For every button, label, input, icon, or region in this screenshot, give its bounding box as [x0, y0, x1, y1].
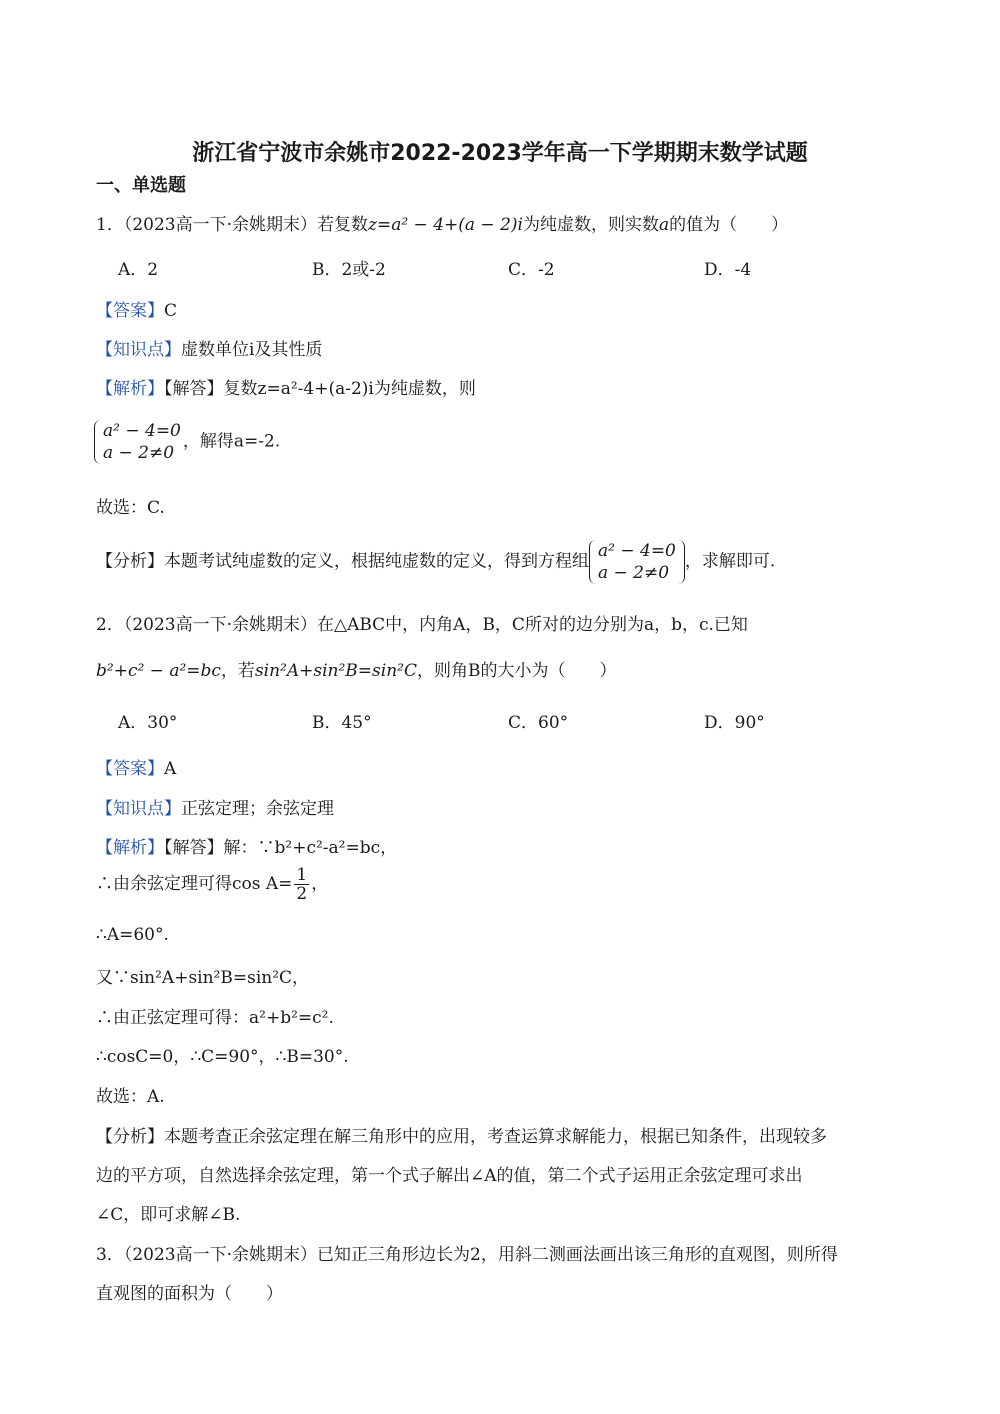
solution-tag: 【解析】 [96, 838, 164, 858]
section-heading: 一、单选题 [96, 175, 186, 196]
q1-option-c: C．-2 [508, 260, 555, 280]
q1-stem-text-a: 若复数 [317, 215, 368, 235]
equation-system [589, 540, 685, 584]
kp-tag: 【知识点】 [96, 799, 181, 819]
right-brace [678, 540, 685, 584]
q2-stem-line1 [96, 610, 748, 635]
left-brace [94, 420, 101, 464]
solution-tag: 【解析】 [96, 379, 164, 399]
q1-option-b: B．2或-2 [312, 260, 386, 280]
q2-solution-line6: ∴cosC=0，∴C=90°，∴B=30°. [96, 1047, 349, 1067]
fraction-numerator: 1 [296, 865, 308, 885]
analysis-tag: 【分析】 [96, 551, 164, 572]
kp-value: 虚数单位i及其性质 [181, 340, 323, 360]
q2-stem-text-b: ，若 [220, 661, 255, 681]
q1-solution-system [94, 420, 280, 464]
answer-tag: 【答案】 [96, 759, 164, 779]
equation-system [94, 420, 183, 464]
q2-option-b: B．45° [312, 713, 372, 733]
system-line-1: a² − 4=0 [103, 421, 181, 441]
q2-solution-line7: 故选：A. [96, 1087, 165, 1107]
q2-number: 2． [96, 615, 124, 635]
kp-tag: 【知识点】 [96, 340, 181, 360]
solution-text: ， [311, 874, 329, 894]
q1-number: 1． [96, 215, 124, 235]
q1-analysis [96, 540, 775, 584]
q2-analysis-line1 [96, 1122, 827, 1147]
q3-stem-line2: 直观图的面积为（ ） [96, 1284, 283, 1304]
q2-stem-text-d: ，则角B的大小为（ ） [416, 661, 617, 681]
fraction [294, 866, 309, 903]
q2-analysis-line3: ∠C，即可求解∠B. [96, 1205, 241, 1225]
q1-stem-text-b: 为纯虚数，则实数 [522, 215, 659, 235]
q2-source: （2023高一下·余姚期末） [123, 615, 317, 635]
q3-stem-text: 已知正三角形边长为2，用斜二测画法画出该三角形的直观图，则所得 [317, 1245, 838, 1265]
fraction-denominator: 2 [296, 884, 308, 904]
solution-text: 【解答】解：∵b²+c²-a²=bc， [164, 838, 398, 858]
q1-stem-math: z=a² − 4+(a − 2)i [368, 215, 523, 235]
q2-stem-line2 [96, 656, 616, 681]
analysis-text-b: ，求解即可. [684, 551, 776, 572]
solution-text: ∴由余弦定理可得 [96, 874, 232, 894]
q3-stem-line1 [96, 1240, 838, 1265]
system-line-2: a − 2≠0 [598, 563, 670, 583]
q1-solution-line1 [96, 374, 476, 399]
q2-stem-math-c: sin²A+sin²B=sin²C [254, 661, 417, 681]
system-line-2: a − 2≠0 [103, 443, 175, 463]
answer-value: A [164, 759, 177, 779]
q1-source: （2023高一下·余姚期末） [123, 215, 317, 235]
q1-option-d: D．-4 [704, 260, 752, 280]
kp-value: 正弦定理；余弦定理 [181, 799, 334, 819]
q2-solution-line5: ∴由正弦定理可得：a²+b²=c². [96, 1008, 334, 1028]
q1-option-a: A．2 [118, 260, 159, 280]
solution-text: 【解答】复数z=a²-4+(a-2)i为纯虚数，则 [164, 379, 476, 399]
system-line-1: a² − 4=0 [598, 541, 676, 561]
q2-solution-line4: 又∵sin²A+sin²B=sin²C， [96, 968, 310, 988]
q2-option-c: C．60° [508, 713, 569, 733]
analysis-tag: 【分析】 [96, 1127, 164, 1147]
answer-tag: 【答案】 [96, 301, 164, 321]
q3-source: （2023高一下·余姚期末） [123, 1245, 317, 1265]
q1-solution-choice: 故选：C. [96, 498, 165, 518]
q1-stem-text-c: 的值为（ ） [669, 215, 789, 235]
q2-answer [96, 754, 176, 779]
q2-solution-line3: ∴A=60°. [96, 925, 169, 945]
solution-math: cos A= [232, 874, 293, 894]
solution-suffix: ，解得a=-2. [182, 431, 281, 452]
q1-knowledge-point [96, 335, 322, 360]
q2-option-a: A．30° [118, 713, 178, 733]
page-title: 浙江省宁波市余姚市2022-2023学年高一下学期期末数学试题 [192, 141, 808, 166]
q2-solution-line2 [96, 866, 328, 903]
q1-stem [96, 210, 788, 235]
q3-number: 3． [96, 1245, 124, 1265]
q2-option-d: D．90° [704, 713, 765, 733]
q2-knowledge-point [96, 794, 334, 819]
q2-stem-math-a: b²+c² − a²=bc [96, 661, 221, 681]
q2-solution-line1 [96, 833, 397, 858]
q1-stem-var: a [658, 215, 670, 235]
q1-answer [96, 296, 177, 321]
q2-stem-text: 在△ABC中，内角A，B，C所对的边分别为a，b，c.已知 [317, 615, 748, 635]
analysis-text: 本题考查正余弦定理在解三角形中的应用，考查运算求解能力，根据已知条件，出现较多 [164, 1127, 827, 1147]
left-brace [589, 540, 596, 584]
q2-analysis-line2: 边的平方项，自然选择余弦定理，第一个式子解出∠A的值，第二个式子运用正余弦定理可求出 [96, 1166, 803, 1186]
answer-value: C [164, 301, 178, 321]
analysis-text-a: 本题考试纯虚数的定义，根据纯虚数的定义，得到方程组 [164, 551, 589, 572]
